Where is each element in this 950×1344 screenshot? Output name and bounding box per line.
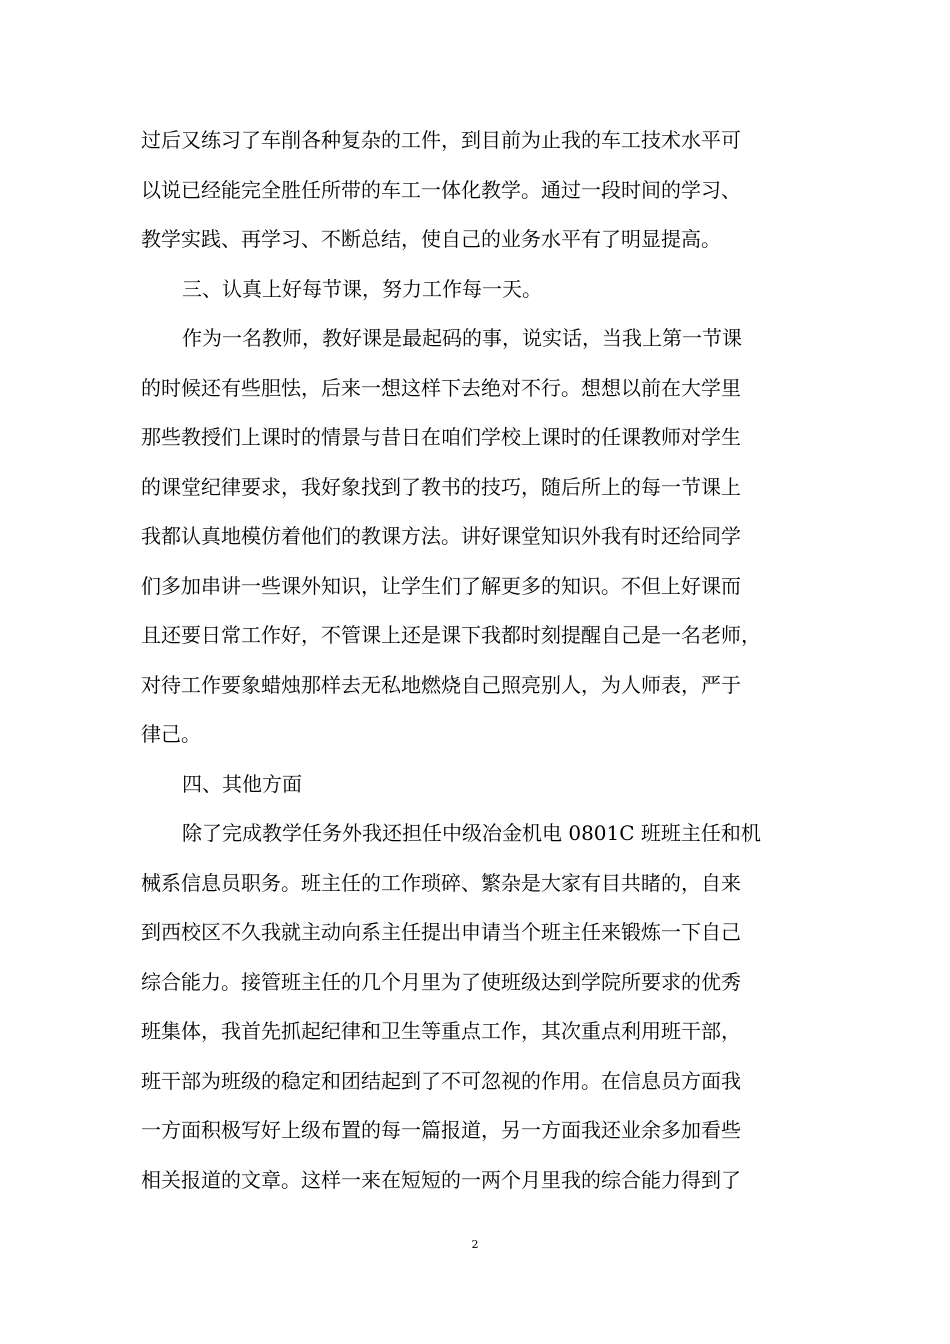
text-line: 的时候还有些胆怯，后来一想这样下去绝对不行。想想以前在大学里 [141, 375, 741, 400]
text-line: 班集体，我首先抓起纪律和卫生等重点工作，其次重点利用班干部， [141, 1019, 741, 1043]
text-line: 对待工作要象蜡烛那样去无私地燃烧自己照亮别人，为人师表，严于 [141, 672, 741, 697]
text-line: 教学实践、再学习、不断总结，使自己的业务水平有了明显提高。 [141, 227, 721, 251]
text-line: 我都认真地模仿着他们的教课方法。讲好课堂知识外我有时还给同学 [141, 524, 741, 548]
page-number: 2 [471, 1238, 479, 1251]
text-line: 作为一名教师，教好课是最起码的事，说实话，当我上第一节课 [182, 326, 742, 350]
section-heading-4: 四、其他方面 [182, 771, 302, 796]
text-line: 的课堂纪律要求，我好象找到了教书的技巧，随后所上的每一节课上 [141, 474, 741, 499]
text-line: 过后又练习了车削各种复杂的工件，到目前为止我的车工技术水平可 [141, 128, 741, 152]
text-line: 那些教授们上课时的情景与昔日在咱们学校上课时的任课教师对学生 [141, 425, 741, 449]
body-text [141, 120, 821, 1209]
text-line: 相关报道的文章。这样一来在短短的一两个月里我的综合能力得到了 [141, 1167, 741, 1192]
text-line: 到西校区不久我就主动向系主任提出申请当个班主任来锻炼一下自己 [141, 920, 741, 944]
text-line: 一方面积极写好上级布置的每一篇报道，另一方面我还业余多加看些 [141, 1118, 741, 1142]
section-heading-3: 三、认真上好每节课，努力工作每一天。 [182, 276, 542, 301]
text-line: 班干部为班级的稳定和团结起到了不可忽视的作用。在信息员方面我 [141, 1068, 741, 1093]
text-line: 综合能力。接管班主任的几个月里为了使班级达到学院所要求的优秀 [141, 969, 741, 994]
text-line: 且还要日常工作好，不管课上还是课下我都时刻提醒自己是一名老师， [141, 623, 761, 647]
text-line: 律己。 [141, 722, 201, 746]
text-line: 除了完成教学任务外我还担任中级冶金机电 0801C 班班主任和机 [182, 821, 761, 845]
text-line: 以说已经能完全胜任所带的车工一体化教学。通过一段时间的学习、 [141, 177, 741, 202]
text-line: 们多加串讲一些课外知识，让学生们了解更多的知识。不但上好课而 [141, 573, 741, 598]
text-line: 械系信息员职务。班主任的工作琐碎、繁杂是大家有目共睹的，自来 [141, 870, 741, 895]
